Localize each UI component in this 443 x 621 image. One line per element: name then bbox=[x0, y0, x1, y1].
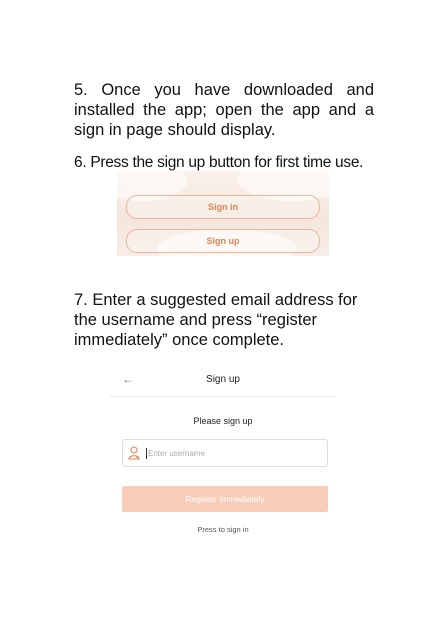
back-arrow-icon[interactable]: ← bbox=[122, 372, 134, 386]
signin-screenshot bbox=[117, 171, 329, 256]
register-immediately-button[interactable]: Register immediately bbox=[122, 486, 328, 512]
username-input[interactable] bbox=[148, 444, 318, 462]
signup-heading: Please sign up bbox=[193, 416, 253, 426]
step-7-text: 7. Enter a suggested email address for the username and press “register immediately” once complete. bbox=[74, 291, 358, 349]
text-cursor bbox=[146, 448, 147, 459]
user-icon bbox=[128, 446, 140, 460]
username-field[interactable] bbox=[122, 439, 328, 467]
press-to-sign-in-link[interactable]: Press to sign in bbox=[197, 525, 249, 534]
sign-up-button[interactable]: Sign up bbox=[126, 229, 320, 253]
signup-screenshot bbox=[110, 365, 336, 545]
step-6-text: 6. Press the sign up button for first time use. bbox=[74, 154, 364, 171]
step-5-text: 5. Once you have downloaded and installed the app; open the app and a sign in page should display. bbox=[74, 81, 374, 139]
signup-header bbox=[110, 365, 336, 397]
signup-title: Sign up bbox=[206, 374, 240, 385]
sign-in-button[interactable]: Sign in bbox=[126, 195, 320, 219]
